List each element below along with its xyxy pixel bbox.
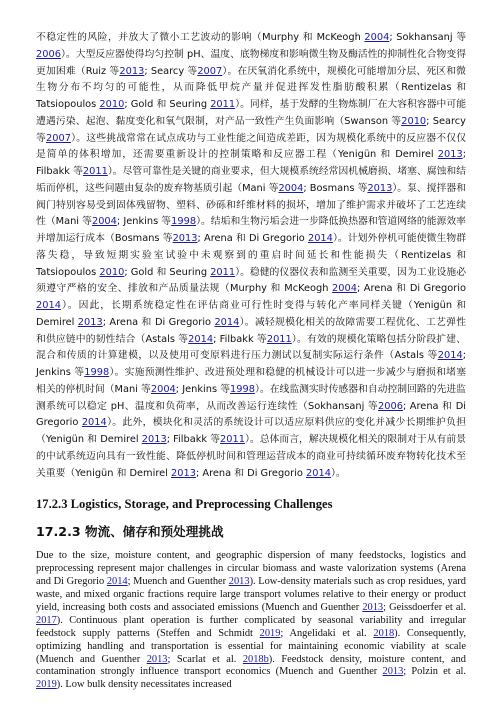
text-run: ）。因此，长期系统稳定性在评估商业可行性时变得与转化产率同样关键（Yenigün 和 Demirel — [36, 300, 466, 328]
text-run: ）。稳健的仪器仪表和监测至关重要，因为工业设施必须遵守严格的安全、排放和产品质量法规（Murphy 和 McKeogh — [36, 266, 466, 295]
citation-year-link[interactable]: 2007 — [46, 132, 71, 144]
text-run: ; Arena 和 Di Gregorio — [356, 283, 466, 295]
text-run: ; Angelidaki et al. — [280, 627, 374, 639]
text-run: ; Jenkins 等 — [36, 350, 466, 378]
text-run: ; Arena 和 Di Gregorio — [36, 400, 466, 429]
section-heading-english: 17.2.3 Logistics, Storage, and Preprocessing Challenges — [36, 497, 333, 512]
citation-year-link[interactable]: 2014 — [214, 316, 240, 328]
citation-year-link[interactable]: 2013 — [141, 434, 167, 445]
citation-year-link[interactable]: 2004 — [91, 216, 117, 228]
citation-year-link[interactable]: 2013 — [228, 576, 250, 588]
citation-year-link[interactable]: 2014 — [36, 300, 61, 311]
citation-year-link[interactable]: 2014 — [306, 467, 331, 479]
citation-year-link[interactable]: 2013 — [382, 666, 404, 678]
citation-year-link[interactable]: 2004 — [278, 182, 304, 194]
text-run: ; Arena 和 Di Gregorio — [195, 467, 307, 479]
text-run: ; Searcy 等 — [144, 65, 198, 77]
text-run: ）。 — [330, 467, 346, 479]
text-run: ; Bosmans 等 — [303, 182, 368, 194]
text-run: ). Low bulk density necessitates increased — [56, 679, 232, 691]
citation-year-link[interactable]: 2013 — [437, 149, 463, 161]
text-run: 不稳定性的风险，并放大了微小工艺波动的影响（Murphy 和 McKeogh — [36, 32, 365, 43]
text-run: ; Gold 和 Seuring — [124, 99, 211, 110]
citation-year-link[interactable]: 2014 — [188, 333, 214, 345]
citation-year-link[interactable]: 1998 — [230, 383, 255, 395]
citation-year-link[interactable]: 2004 — [364, 32, 390, 43]
text-run: ; Filbakk 等 — [166, 434, 221, 445]
citation-year-link[interactable]: 2006 — [378, 400, 403, 412]
document-page — [36, 30, 466, 692]
citation-year-link[interactable]: 2019 — [36, 679, 57, 691]
text-run: ）。实施预测性维护、改进预处理和稳健的机械设计可以进一步减少与磨损和堵塞相关的停机时间（Mani 等 — [36, 367, 466, 395]
text-run: ; Polzin et al. — [403, 666, 466, 678]
english-paragraph — [36, 550, 466, 692]
citation-year-link[interactable]: 2013 — [171, 467, 196, 479]
text-run: ; Arena 和 Di Gregorio — [102, 316, 215, 328]
citation-year-link[interactable]: 2004 — [150, 383, 176, 395]
text-run: ; Filbakk 等 — [213, 333, 267, 345]
text-run: ）。计划外停机可能使微生物群落失稳，导致短期实验室试验中未观察到的重启时间延长和性能损失（Rentizelas 和 Tatsiopoulos — [36, 233, 467, 278]
text-run: ; Gold 和 Seuring — [124, 266, 211, 278]
citation-year-link[interactable]: 2013 — [367, 182, 393, 194]
citation-year-link[interactable]: 1998 — [84, 367, 110, 378]
text-run: ）。有效的规模化策略包括分阶段扩建、混合和传质的计算建模，以及使用可变原料进行压力测试以复制实际运行条件（Astals 等 — [36, 333, 467, 362]
text-run: ）。总体而言，解决规模化相关的限制对于从有前景的中试系统迈向具有一致性能、降低停机时间和管理运营成本的商业可持续循环废弃物转化技术至关重要（Yenigün 和 Demirel — [36, 434, 466, 479]
citation-year-link[interactable]: 2010 — [99, 99, 125, 110]
text-run: ）。尽管可靠性是关键的商业要求，但大规模系统经常因机械磨损、堵塞、腐蚀和结垢而停机，这些问题由复杂的废弃物基质引起（Mani 等 — [36, 166, 466, 194]
text-run: ; Searcy 等 — [36, 115, 466, 144]
text-run: ）。在线监测实时传感器和自动控制回路的先进监测系统可以稳定 pH、温度和负荷率，从而改善运行连续性（Sokhansanj 等 — [36, 383, 466, 412]
text-run: ). Low-density materials such as crop residues, yard waste, and mixed organic fractions require large transport volumes relative to their energy or product yield, increasing both costs and associated emissions (Muench and Guenther — [36, 576, 466, 613]
text-run: ）。同样，基于发酵的生物炼制厂在大容积容器中可能遭遇污染、起泡、黏度变化和氧气限制，对产品一致性产生负面影响（Swanson 等 — [36, 99, 466, 127]
text-run: ; Jenkins 等 — [175, 383, 231, 395]
section-heading-chinese: 17.2.3 物流、储存和预处理挑战 — [36, 524, 224, 540]
citation-year-link[interactable]: 1998 — [171, 216, 197, 228]
text-run: ). Feedstock density, moisture content, and contamination strongly influence transport economics (Muench and Guenther — [36, 653, 466, 678]
citation-year-link[interactable]: 2018 — [373, 627, 395, 639]
text-run: ; Muench and Guenther — [127, 576, 229, 588]
citation-year-link[interactable]: 2013 — [172, 233, 198, 244]
citation-year-link[interactable]: 2007 — [197, 65, 223, 77]
citation-year-link[interactable]: 2019 — [259, 627, 281, 639]
text-run: ; Geissdoerfer et al. — [383, 601, 466, 613]
citation-year-link[interactable]: 2011 — [220, 434, 245, 445]
citation-year-link[interactable]: 2018b — [242, 653, 269, 665]
text-run: ). Consequently, optimizing handling and transportation is essential for maintaining economic viability at scale (Muench and Guenther — [36, 627, 466, 665]
citation-year-link[interactable]: 2010 — [401, 115, 427, 127]
citation-year-link[interactable]: 2011 — [82, 166, 108, 177]
text-run: ; Scarlat et al. — [167, 653, 243, 665]
citation-year-link[interactable]: 2013 — [77, 316, 103, 328]
citation-year-link[interactable]: 2017 — [36, 614, 57, 626]
text-run: ）。泵、搅拌器和阀门特别容易受到固体残留物、塑料、砂砾和纤维材料的损坏，增加了维护需求并破坏了工艺连续性（Mani 等 — [36, 182, 466, 228]
citation-year-link[interactable]: 2013 — [362, 601, 384, 613]
text-run: ）。减轻规模化相关的故障需要工程优化、工艺弹性和供应链中的韧性结合（Astals 等 — [36, 316, 467, 345]
text-run: ）。在厌氧消化系统中，规模化可能增加分层、死区和微生物分布不均匀的可能性，从而降低甲烷产量并促进挥发性脂肪酸积累（Rentizelas 和 Tatsiopoulos — [36, 65, 466, 110]
chinese-paragraph — [36, 30, 466, 482]
text-run: ; Jenkins 等 — [116, 216, 172, 228]
citation-year-link[interactable]: 2010 — [99, 266, 125, 278]
text-run: Due to the size, moisture content, and geographic dispersion of many feedstocks, logistics and preprocessing represent major challenges in circular biomass and waste valorization systems (Arena and Di Gregorio — [36, 550, 466, 588]
citation-year-link[interactable]: 2011 — [210, 99, 236, 110]
text-run: ）。这些挑战常常在试点成功与工业性能之间造成差距，因为规模化系统中的反应器不仅仅是简单的体积增加，还需要重新设计的控制策略和反应器工程（Yenigün 和 Demirel — [36, 132, 466, 161]
citation-year-link[interactable]: 2006 — [36, 48, 61, 60]
text-run: ; Sokhansanj 等 — [389, 32, 466, 43]
citation-year-link[interactable]: 2014 — [307, 233, 333, 244]
text-run: ). Continuous plant operation is further complicated by seasonal variability and irregular feedstock supply patterns (Steffen and Schmidt — [36, 614, 466, 639]
citation-year-link[interactable]: 2014 — [106, 576, 128, 588]
citation-year-link[interactable]: 2011 — [210, 266, 236, 278]
citation-year-link[interactable]: 2013 — [119, 65, 145, 77]
text-run: ）。大型反应器使得均匀控制 pH、温度、底物梯度和影响微生物及酶活性的抑制性化合物变得更加困难（Ruiz 等 — [36, 48, 466, 77]
text-run: ; Filbakk 等 — [36, 149, 466, 177]
citation-year-link[interactable]: 2014 — [437, 350, 463, 362]
citation-year-link[interactable]: 2011 — [266, 333, 292, 345]
citation-year-link[interactable]: 2004 — [332, 283, 357, 295]
citation-year-link[interactable]: 2013 — [146, 653, 168, 665]
text-run: ; Arena 和 Di Gregorio — [197, 233, 308, 244]
text-run: ）。此外，模块化和灵活的系统设计可以适应原料供应的变化并减少长期维护负担（Yenigün 和 Demirel — [36, 417, 466, 445]
citation-year-link[interactable]: 2014 — [81, 417, 107, 429]
text-run: ）。结垢和生物污垢会进一步降低换热器和管道网络的能源效率并增加运行成本（Bosmans 等 — [36, 216, 466, 244]
